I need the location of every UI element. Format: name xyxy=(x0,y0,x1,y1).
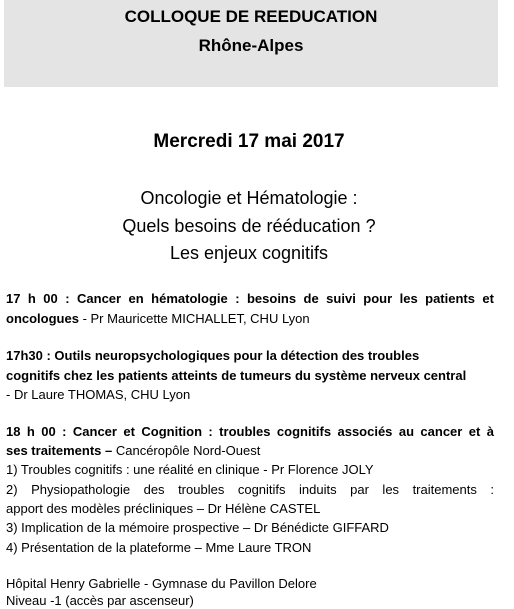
event-date: Mercredi 17 mai 2017 xyxy=(153,131,345,152)
event-region: Rhône-Alpes xyxy=(198,36,304,55)
session-1-speaker: - Pr Mauricette MICHALLET, CHU Lyon xyxy=(78,311,310,326)
session-1-speaker-line xyxy=(6,311,310,327)
session-3-title-end: ses traitements – xyxy=(6,443,113,458)
session-2-title-cont: cognitifs chez les patients atteints de tumeurs du système nerveux central xyxy=(6,368,467,383)
theme-line-2: Quels besoins de rééducation ? xyxy=(122,216,376,236)
session-3-item-1: 1) Troubles cognitifs : une réalité en clinique - Pr Florence JOLY xyxy=(6,462,374,477)
session-1-title: 17 h 00 : Cancer en hématologie : besoins de suivi pour les patients et xyxy=(6,291,494,306)
session-3-organizer: Cancéropôle Nord-Ouest xyxy=(112,443,261,458)
theme-line-1: Oncologie et Hématologie : xyxy=(140,188,358,208)
header-banner xyxy=(4,0,498,87)
session-3-item-2-cont: apport des modèles précliniques – Dr Hélène CASTEL xyxy=(6,501,321,516)
venue-location: Hôpital Henry Gabrielle - Gymnase du Pavillon Delore xyxy=(6,576,317,591)
event-title: COLLOQUE DE REEDUCATION xyxy=(124,7,378,26)
session-3-item-4: 4) Présentation de la plateforme – Mme Laure TRON xyxy=(6,540,312,555)
session-3-item-3: 3) Implication de la mémoire prospective – Dr Bénédicte GIFFARD xyxy=(6,520,389,535)
session-3-title: 18 h 00 : Cancer et Cognition : troubles cognitifs associés au cancer et à xyxy=(6,424,494,439)
theme-line-3: Les enjeux cognitifs xyxy=(169,243,329,263)
session-3-title-line-2 xyxy=(6,443,260,459)
session-1-title-end: oncologues xyxy=(6,311,79,326)
session-3-item-2: 2) Physiopathologie des troubles cognitifs induits par les traitements : xyxy=(6,482,494,497)
venue-access: Niveau -1 (accès par ascenseur) xyxy=(6,593,194,608)
session-2-speaker: - Dr Laure THOMAS, CHU Lyon xyxy=(6,387,191,402)
session-2-title: 17h30 : Outils neuropsychologiques pour la détection des troubles xyxy=(6,348,420,363)
